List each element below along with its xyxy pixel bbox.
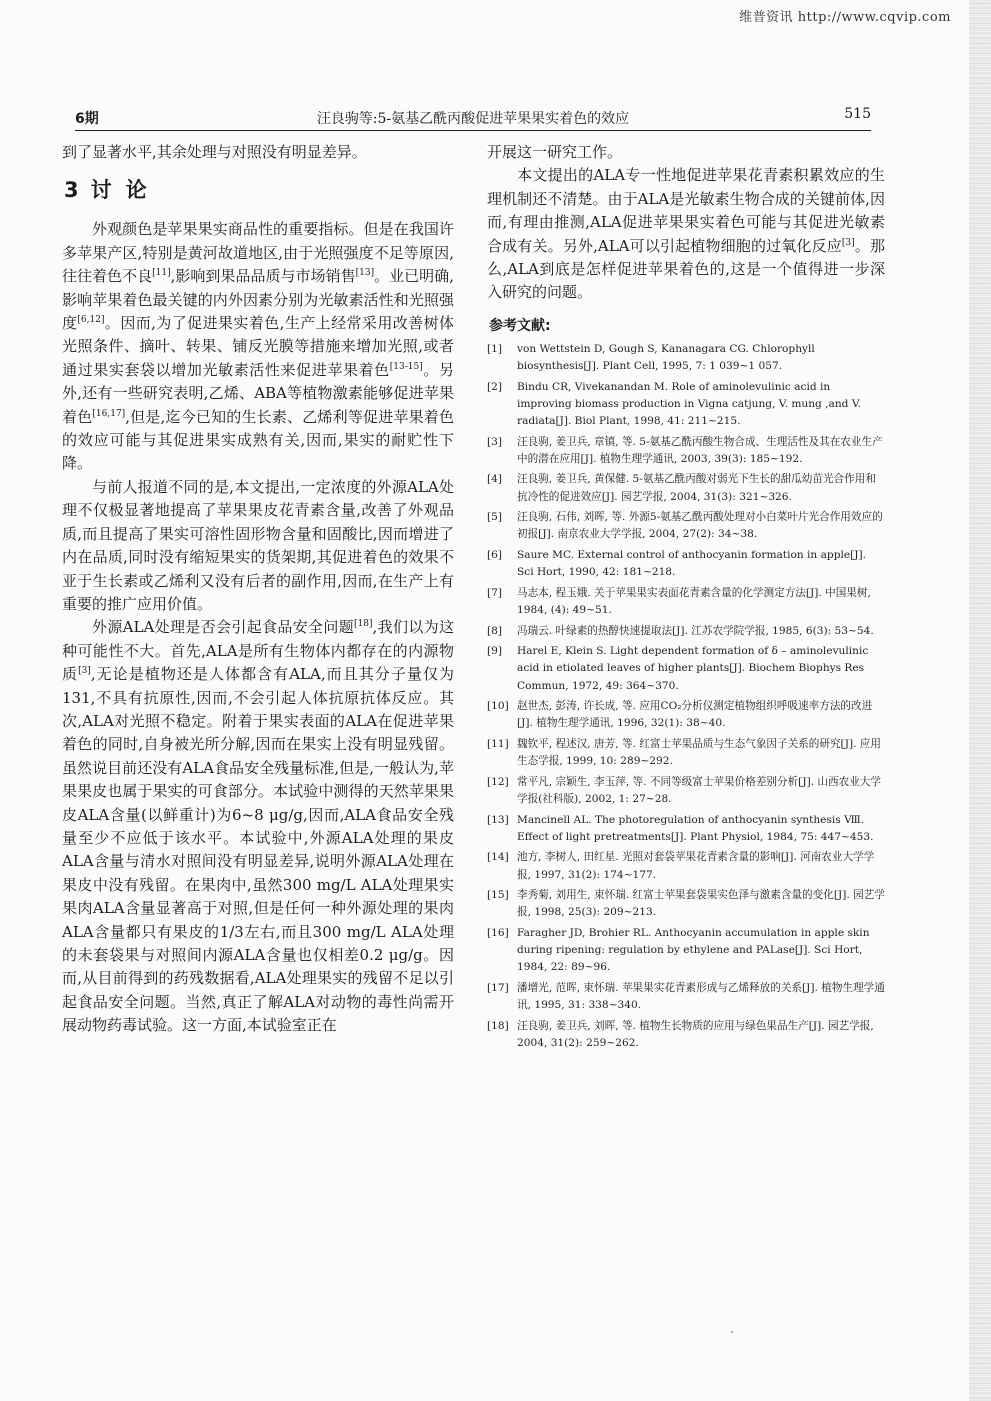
reference-number: [14] — [487, 851, 509, 864]
section-heading: 3 讨论 — [64, 178, 161, 203]
reference-item — [487, 434, 885, 468]
citation-marker: [6,12] — [77, 315, 105, 326]
reference-item — [487, 585, 885, 619]
reference-number: [17] — [487, 982, 509, 994]
reference-text: 常平凡, 宗颖生, 李玉萍, 等. 不同等级富士苹果价格差别分析[J]. 山西农业大学学报(社科版), 2002, 1: 27~28. — [517, 775, 881, 806]
reference-item — [487, 623, 885, 640]
reference-item — [487, 736, 885, 770]
reference-text: 汪良驹, 石伟, 刘晖, 等. 外源5-氨基乙酰丙酸处理对小白菜叶片光合作用效应的初报[J]. 南京农业大学学报, 2004, 27(2): 34~38. — [517, 511, 883, 541]
reference-item — [487, 643, 885, 695]
reference-number: [11] — [487, 738, 509, 751]
reference-item — [487, 887, 885, 921]
paragraph: 本文提出的ALA专一性地促进苹果花青素积累效应的生理机制还不清楚。由于ALA是光敏素生物合成的关键前体,因而,有理由推测,ALA促进苹果果实着色可能与其促进光敏素合成有关。另外,ALA可以引起植物细胞的过氧化反应[3]。那么,ALA到底是怎样促进苹果着色的,这是一个值得进一步深入研究的问题。 — [487, 166, 885, 302]
citation-marker: [16,17] — [92, 408, 126, 419]
reference-item — [487, 774, 885, 808]
scan-speck — [731, 1331, 733, 1333]
reference-number: [13] — [487, 813, 509, 826]
issue-number: 6期 — [75, 111, 99, 127]
right-column — [487, 141, 885, 1056]
reference-text: Saure MC. External control of anthocyanin formation in apple[J]. Sci Hort, 1990, 42: 181~218. — [517, 549, 867, 579]
reference-number: [2] — [487, 380, 503, 393]
reference-item — [487, 925, 885, 977]
reference-number: [5] — [487, 511, 503, 524]
citation-marker: [11] — [152, 268, 171, 279]
reference-number: [4] — [487, 473, 503, 486]
reference-list — [487, 341, 885, 1052]
reference-text: 赵世杰, 彭涛, 许长成, 等. 应用CO₂分析仪测定植物组织呼吸速率方法的改进[J]. 植物生理学通讯, 1996, 32(1): 38~40. — [517, 700, 873, 730]
reference-number: [7] — [487, 586, 503, 599]
reference-text: 汪良驹, 姜卫兵, 章镇, 等. 5-氨基乙酰丙酸生物合成、生理活性及其在农业生产中的潜在应用[J]. 植物生理学通讯, 2003, 39(3): 185~192. — [517, 435, 883, 465]
citation-marker: [13] — [355, 268, 375, 279]
citation-marker: [3] — [841, 237, 855, 248]
reference-number: [8] — [487, 624, 503, 637]
reference-text: 池方, 李树人, 田红星. 光照对套袋苹果花青素含量的影响[J]. 河南农业大学学报, 1997, 31(2): 174~177. — [517, 851, 875, 881]
reference-number: [3] — [487, 435, 503, 448]
citation-marker: [18] — [354, 619, 373, 630]
reference-text: 魏钦平, 程述汉, 唐芳, 等. 红富士苹果品质与生态气象因子关系的研究[J]. 应用生态学报, 1999, 10: 289~292. — [517, 738, 881, 768]
reference-item — [487, 471, 885, 505]
reference-text: Harel E, Klein S. Light dependent formation of δ – aminolevulinic acid in etiolated leaves of higher plants[J]. Biochem Biophys Res Commun, 1972, 49: 364~370. — [517, 645, 869, 692]
running-title: 汪良驹等:5-氨基乙酰丙酸促进苹果果实着色的效应 — [316, 111, 630, 127]
paragraph: 外观颜色是苹果果实商品性的重要指标。但是在我国许多苹果产区,特别是黄河故道地区,由于光照强度不足等原因,往往着色不良[11],影响到果品品质与市场销售[13]。业已明确,影响苹果着色最关键的内外因素分别为光敏素活性和光照强度[6,12]。因而,为了促进果实着色,生产上经常采用改善树体光照条件、摘叶、转果、铺反光膜等措施来增加光照,或者通过果实套袋以增加光敏素活性来促进苹果着色[13-15]。另外,还有一些研究表明,乙烯、ABA等植物激素能够促进苹果着色[16,17],但是,迄今已知的生长素、乙烯利等促进苹果着色的效应可能与其促进果实成熟有关,因而,果实的耐贮性下降。 — [62, 220, 454, 473]
citation-marker: [3] — [78, 666, 91, 677]
reference-text: 李秀菊, 刘用生, 束怀瑞. 红富士苹果套袋果实色泽与激素含量的变化[J]. 园艺学报, 1998, 25(3): 209~213. — [517, 889, 885, 919]
reference-number: [6] — [487, 549, 503, 562]
reference-number: [10] — [487, 700, 509, 713]
reference-number: [12] — [487, 775, 509, 788]
reference-text: 汪良驹, 姜卫兵, 黄保健. 5-氨基乙酰丙酸对弱光下生长的甜瓜幼苗光合作用和抗冷性的促进效应[J]. 园艺学报, 2004, 31(3): 321~326. — [517, 473, 876, 503]
citation-marker: [13-15] — [389, 361, 423, 372]
paragraph: 与前人报道不同的是,本文提出,一定浓度的外源ALA处理不仅极显著地提高了苹果果皮花青素含量,改善了外观品质,而且提高了果实可溶性固形物含量和固酸比,因而增进了内在品质,同时没有缩短果实的货架期,其促进着色的效果不亚于生长素或乙烯利又没有后者的副作用,因而,在生产上有重要的推广应用价值。 — [62, 477, 454, 613]
reference-text: 冯瑞云. 叶绿素的热醇快速提取法[J]. 江苏农学院学报, 1985, 6(3): 53~54. — [517, 624, 874, 637]
reference-number: [15] — [487, 889, 509, 902]
reference-item — [487, 547, 885, 581]
reference-number: [9] — [487, 645, 503, 658]
scan-edge-artifact — [969, 0, 991, 1401]
paragraph-continued: 到了显著水平,其余处理与对照没有明显差异。 — [62, 143, 367, 161]
reference-item — [487, 341, 885, 375]
reference-text: Bindu CR, Vivekanandan M. Role of aminolevulinic acid in improving biomass production in Vigna catjung, V. mung ,and V. radiata[J]. Biol Plant, 1998, 41: 211~215. — [517, 380, 861, 428]
header-rule — [75, 130, 871, 131]
reference-text: 潘增光, 范晖, 束怀瑞. 苹果果实花青素形成与乙烯释放的关系[J]. 植物生理学通讯, 1995, 31: 338~340. — [517, 982, 885, 1012]
reference-item — [487, 509, 885, 543]
reference-text: von Wettstein D, Gough S, Kananagara CG. Chlorophyll biosynthesis[J]. Plant Cell, 1995, 7: 1 039~1 057. — [517, 342, 815, 373]
reference-item — [487, 1018, 885, 1052]
reference-text: Mancinell AL. The photoregulation of anthocyanin synthesis Ⅷ. Effect of light pretreatments[J]. Plant Physiol, 1984, 75: 447~453. — [517, 813, 874, 843]
reference-text: 马志本, 程玉娥. 关于苹果果实表面花青素含量的化学测定方法[J]. 中国果树, 1984, (4): 49~51. — [517, 586, 871, 617]
reference-number: [16] — [487, 927, 509, 939]
reference-item — [487, 379, 885, 431]
paragraph-continued: 开展这一研究工作。 — [487, 143, 623, 161]
references-title: 参考文献: — [489, 317, 551, 334]
reference-item — [487, 980, 885, 1014]
reference-number: [18] — [487, 1019, 509, 1032]
reference-number: [1] — [487, 342, 503, 355]
reference-item — [487, 698, 885, 732]
paragraph: 外源ALA处理是否会引起食品安全问题[18],我们以为这种可能性不大。首先,ALA是所有生物体内都存在的内源物质[3],无论是植物还是人体都含有ALA,而且其分子量仅为131,不具有抗原性,因而,不会引起人体抗原抗体反应。其次,ALA对光照不稳定。附着于果实表面的ALA在促进苹果着色的同时,自身被光所分解,因而在果实上没有明显残留。虽然说目前还没有ALA食品安全残量标准,但是,一般认为,苹果果皮也属于果实的可食部分。本试验中测得的天然苹果果皮ALA含量(以鲜重计)为6~8 μg/g,因而,ALA食品安全残量至少不应低于该水平。本试验中,外源ALA处理的果皮ALA含量与清水对照间没有明显差异,说明外源ALA处理在果皮中没有残留。在果肉中,虽然300 mg/L ALA处理果实果肉ALA含量显著高于对照,但是任何一种外源处理的果肉ALA含量都只有果皮的1/3左右,而且300 mg/L ALA处理的未套袋果与对照间内源ALA含量也仅相差0.2 μg/g。因而,从目前得到的药残数据看,ALA处理果实的残留不足以引起食品安全问题。当然,真正了解ALA对动物的毒性尚需开展动物药毒试验。这一方面,本试验室正在 — [62, 618, 454, 1035]
reference-item — [487, 849, 885, 883]
left-column — [62, 141, 454, 1038]
page-number: 515 — [844, 106, 871, 122]
reference-text: 汪良驹, 姜卫兵, 刘晖, 等. 植物生长物质的应用与绿色果品生产[J]. 园艺学报, 2004, 31(2): 259~262. — [517, 1019, 874, 1049]
reference-text: Faragher JD, Brohier RL. Anthocyanin accumulation in apple skin during ripening: regulation by ethylene and PALase[J]. Sci Hort, 1984, 22: 89~96. — [517, 927, 870, 974]
watermark: 维普资讯 http://www.cqvip.com — [739, 10, 951, 25]
page-header — [75, 104, 871, 128]
reference-item — [487, 812, 885, 846]
